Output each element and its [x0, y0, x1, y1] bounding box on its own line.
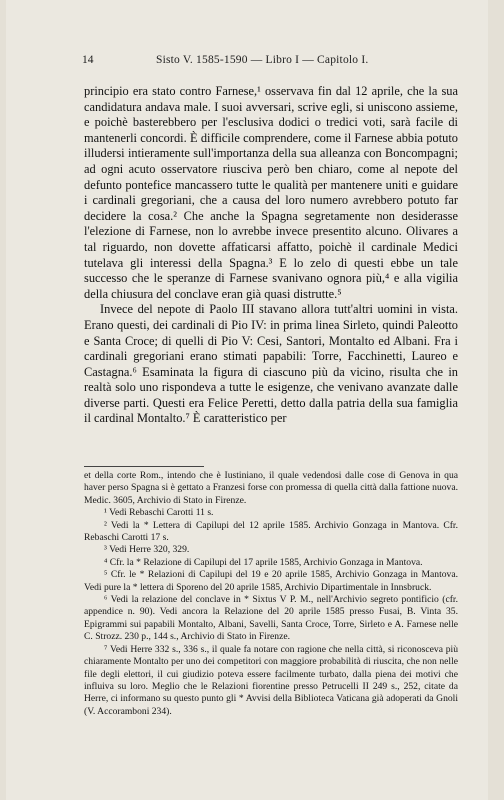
- footnote-6: ⁶ Vedi la relazione del conclave in * Sixtus V P. M., nell'Archivio segreto pontificio (cfr. appendice n. 90). Vedi ancora la Relazione del 20 aprile 1585 presso Fusai, B. Vinta 35. Epigrammi sui papabili Montalto, Albani, Savelli, Santa Croce, Torre, Sirleto e A. Farnese nelle C. Strozz. 230 p., 144 s., Archivio di Stato in Firenze.: [84, 594, 458, 643]
- paragraph-2: Invece del nepote di Paolo III stavano allora tutt'altri uomini in vista. Erano questi, dei cardinali di Pio IV: in prima linea Sirleto, quindi Paleotto e Santa Croce; di quelli di Pio V: Cesi, Santori, Montalto ed Albani. Fra i cardinali gregoriani erano stimati papabili: Torre, Facchinetti, Laureo e Castagna.⁶ Esaminata la figura di ciascuno più da vicino, risulta che in realtà solo uno rispondeva a tutte le esigenze, che venivano avanzate dalle diverse parti. Questi era Felice Peretti, detto dalla patria della sua famiglia il cardinal Montalto.⁷ È caratteristico per: [84, 302, 458, 426]
- main-text: [84, 84, 458, 427]
- footnote-7: ⁷ Vedi Herre 332 s., 336 s., il quale fa notare con ragione che nella città, si riconosceva più chiaramente Montalto per uno dei competitori con maggiore probabilità di riuscita, che non nelle file degli elettori, il cui giudizio poteva essere facilmente turbato, dalla piena dei motivi che influiva su loro. Meglio che le Relazioni fiorentine presso Petrucelli II 249 s., 252, citate da Herre, ci informano su questo punto gli * Avvisi della Biblioteca Vaticana già adoperati da Gnoli (V. Accoramboni 234).: [84, 643, 458, 717]
- footnote-3: ³ Vedi Herre 320, 329.: [104, 544, 190, 556]
- footnote-5: ⁵ Cfr. le * Relazioni di Capilupi del 19 e 20 aprile 1585, Archivio Gonzaga in Mantova. Vedi pure la * lettera di Sporeno del 20 aprile 1585, Archivio Dipartimentale in Innsbruck.: [84, 569, 458, 593]
- footnote-2: ² Vedi la * Lettera di Capilupi del 12 aprile 1585. Archivio Gonzaga in Mantova. Cfr. Rebaschi Carotti 17 s.: [84, 519, 458, 544]
- footnote-continuation: et della corte Rom., intendo che è Iustiniano, il quale vedendosi dalle cose di Genova in qua haver perso Spagna si è gettato a Franzesi forse con promessa di quella città dalla fattione nuova. Medic. 3605, Archivio di Stato in Firenze.: [84, 470, 458, 506]
- running-title: Sisto V. 1585-1590 — Libro I — Capitolo I.: [156, 54, 369, 66]
- footnotes: [84, 470, 458, 718]
- page-number: 14: [82, 54, 94, 66]
- footnote-4: ⁴ Cfr. la * Relazione di Capilupi del 17 aprile 1585, Archivio Gonzaga in Mantova.: [104, 556, 423, 568]
- footnote-1: ¹ Vedi Rebaschi Carotti 11 s.: [104, 507, 214, 519]
- footnote-separator: [84, 466, 204, 467]
- paragraph-1: principio era stato contro Farnese,¹ osservava fin dal 12 aprile, che la sua candidatura andava male. I suoi avversari, scrive egli, si uniscono assieme, e poichè basterebbero per l'esclusiva dodici o tredici voti, sarà facile di mantenerli concordi. È difficile comprendere, come il Farnese abbia potuto illudersi intieramente sull'importanza della sua alleanza con Boncompagni; ad ogni acuto osservatore riusciva però ben chiaro, come al nepote del defunto pontefice mancassero tutte le qualità per mantenere uniti e guidare i cardinali gregoriani, che a causa del loro numero avrebbero potuto far decidere la cosa.² Che anche la Spagna segretamente non desiderasse l'elezione di Farnese, non lo avrebbe invece presentito alcuno. Olivares a tal riguardo, non dovette affaticarsi affatto, poichè il cardinale Medici tutelava gli interessi della Spagna.³ E lo zelo di questi ebbe un tale successo che le speranze di Farnese svanivano ognora più,⁴ e alla vigilia della chiusura del conclave eran già quasi distrutte.⁵: [84, 84, 458, 301]
